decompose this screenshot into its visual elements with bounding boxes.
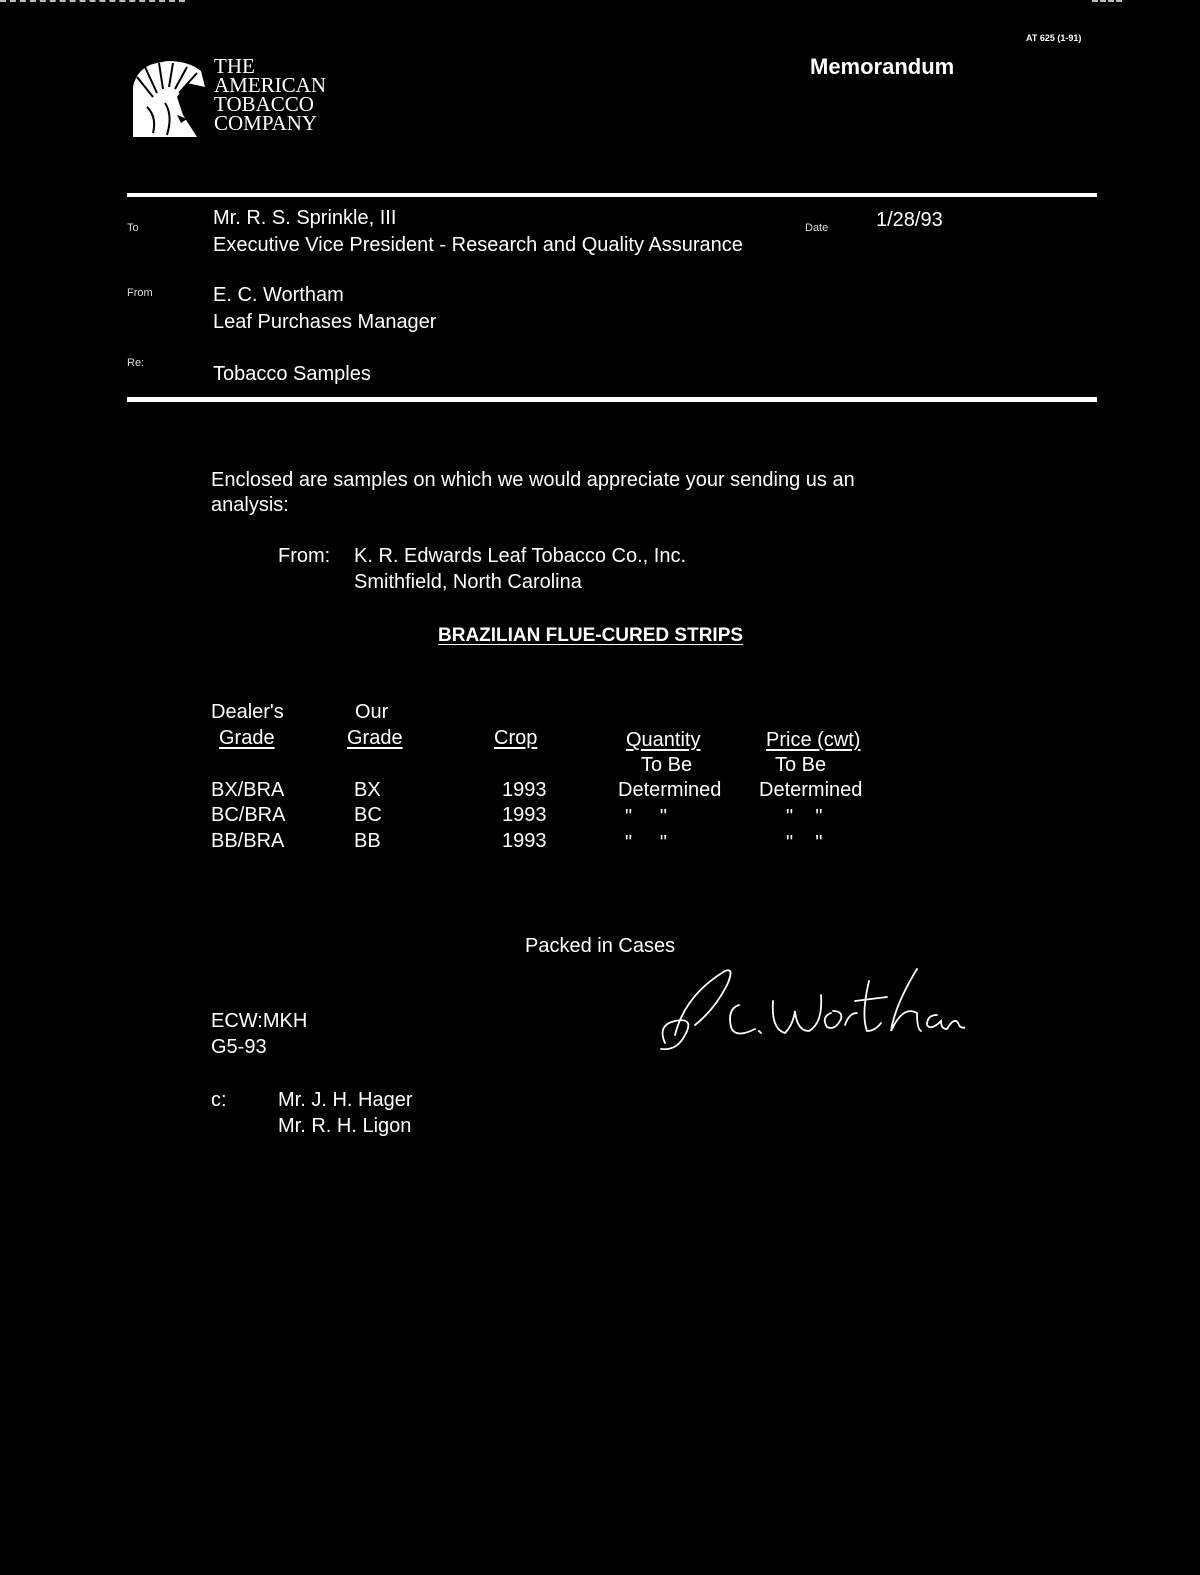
company-line: COMPANY: [214, 111, 318, 135]
reference-code: G5-93: [211, 1036, 267, 1058]
top-rule: [127, 193, 1097, 197]
crop-cell: 1993: [502, 779, 547, 801]
form-code: AT 625 (1-91): [1026, 33, 1082, 43]
company-line: THE: [214, 54, 255, 78]
cc-recipient: Mr. J. H. Hager: [278, 1089, 413, 1111]
to-name: Mr. R. S. Sprinkle, III: [213, 207, 397, 229]
from-label: From: [127, 287, 153, 299]
company-line: AMERICAN: [214, 73, 327, 97]
quantity-cell: " ": [625, 832, 667, 854]
quantity-subheader: To Be: [641, 754, 693, 776]
intro-text: Enclosed are samples on which we would appreciate your sending us an: [211, 469, 855, 491]
from-title: Leaf Purchases Manager: [213, 311, 437, 333]
subject: Tobacco Samples: [213, 363, 371, 385]
quantity-cell: Determined: [618, 779, 722, 801]
dealer-grade-cell: BB/BRA: [211, 830, 285, 852]
col-header-crop: Crop: [494, 727, 538, 749]
scan-edge-mark: [0, 0, 185, 4]
to-title: Executive Vice President - Research and Quality Assurance: [213, 234, 743, 256]
packing-note: Packed in Cases: [525, 935, 676, 957]
our-grade-cell: BB: [354, 830, 381, 852]
price-cell: " ": [786, 832, 823, 854]
dealer-grade-cell: BX/BRA: [211, 779, 285, 801]
crop-cell: 1993: [502, 830, 547, 852]
product-heading: BRAZILIAN FLUE-CURED STRIPS: [438, 625, 744, 646]
col-header-dealers: Dealer's: [211, 701, 284, 723]
source-location: Smithfield, North Carolina: [354, 571, 582, 593]
memo-title: Memorandum: [810, 54, 955, 79]
company-line: TOBACCO: [214, 92, 314, 116]
quantity-cell: " ": [625, 806, 667, 828]
source-company: K. R. Edwards Leaf Tobacco Co., Inc.: [354, 545, 687, 567]
source-label: From:: [278, 545, 331, 567]
col-header-quantity: Quantity: [626, 729, 701, 751]
price-cell: Determined: [759, 779, 863, 801]
col-header-our: Our: [355, 701, 389, 723]
intro-text: analysis:: [211, 494, 289, 516]
to-label: To: [127, 222, 139, 234]
crop-cell: 1993: [502, 804, 547, 826]
typist-initials: ECW:MKH: [211, 1010, 308, 1032]
company-name: [214, 54, 327, 135]
col-header-price: Price (cwt): [766, 729, 861, 751]
col-header-our-grade: Grade: [347, 727, 403, 749]
cc-recipient: Mr. R. H. Ligon: [278, 1115, 412, 1137]
scan-edge-mark: [1092, 0, 1122, 4]
our-grade-cell: BC: [354, 804, 382, 826]
date-label: Date: [805, 222, 829, 234]
price-cell: " ": [786, 806, 823, 828]
date-value: 1/28/93: [876, 209, 943, 231]
cc-label: c:: [211, 1089, 227, 1111]
from-name: E. C. Wortham: [213, 284, 344, 306]
re-label: Re:: [127, 357, 145, 369]
price-subheader: To Be: [775, 754, 827, 776]
dealer-grade-cell: BC/BRA: [211, 804, 286, 826]
bottom-rule: [127, 397, 1097, 402]
our-grade-cell: BX: [354, 779, 381, 801]
indian-head-logo: [127, 57, 207, 139]
signature: [655, 965, 965, 1065]
col-header-dealer-grade: Grade: [219, 727, 275, 749]
